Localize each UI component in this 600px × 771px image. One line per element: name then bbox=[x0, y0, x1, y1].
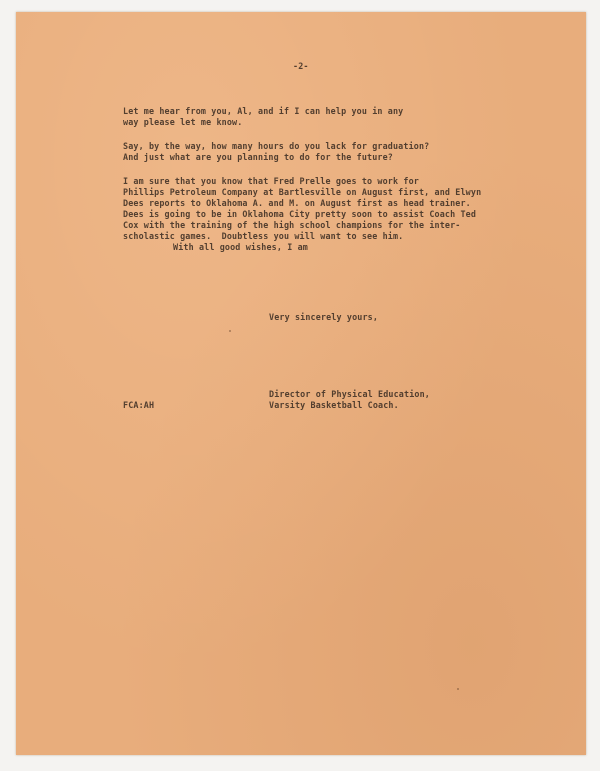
paragraph-graduation-question: Say, by the way, how many hours do you lack for graduation? And just what are you planning to do for the future? bbox=[123, 141, 430, 162]
closing-salutation: Very sincerely yours, bbox=[269, 312, 379, 322]
paper-speck bbox=[457, 688, 459, 690]
page-number: -2- bbox=[293, 61, 309, 71]
paragraph-good-wishes: With all good wishes, I am bbox=[173, 242, 308, 252]
paragraph-staff-news: I am sure that you know that Fred Prelle goes to work for Phillips Petroleum Company at Bartlesville on August first, and Elwyn Dees reports to Oklahoma A. and M. on August first as head trainer. Dees is going to be in Oklahoma City pretty soon to assist Coach Ted Cox with the training of the high school champions for the inter- scholastic games. Doubtless you will want to see him. bbox=[123, 176, 482, 241]
paper-speck bbox=[229, 330, 231, 332]
typist-initials: FCA:AH bbox=[123, 400, 155, 410]
paragraph-hear-from-you: Let me hear from you, Al, and if I can help you in any way please let me know. bbox=[123, 106, 404, 127]
signature-title: Director of Physical Education, Varsity Basketball Coach. bbox=[269, 389, 430, 410]
